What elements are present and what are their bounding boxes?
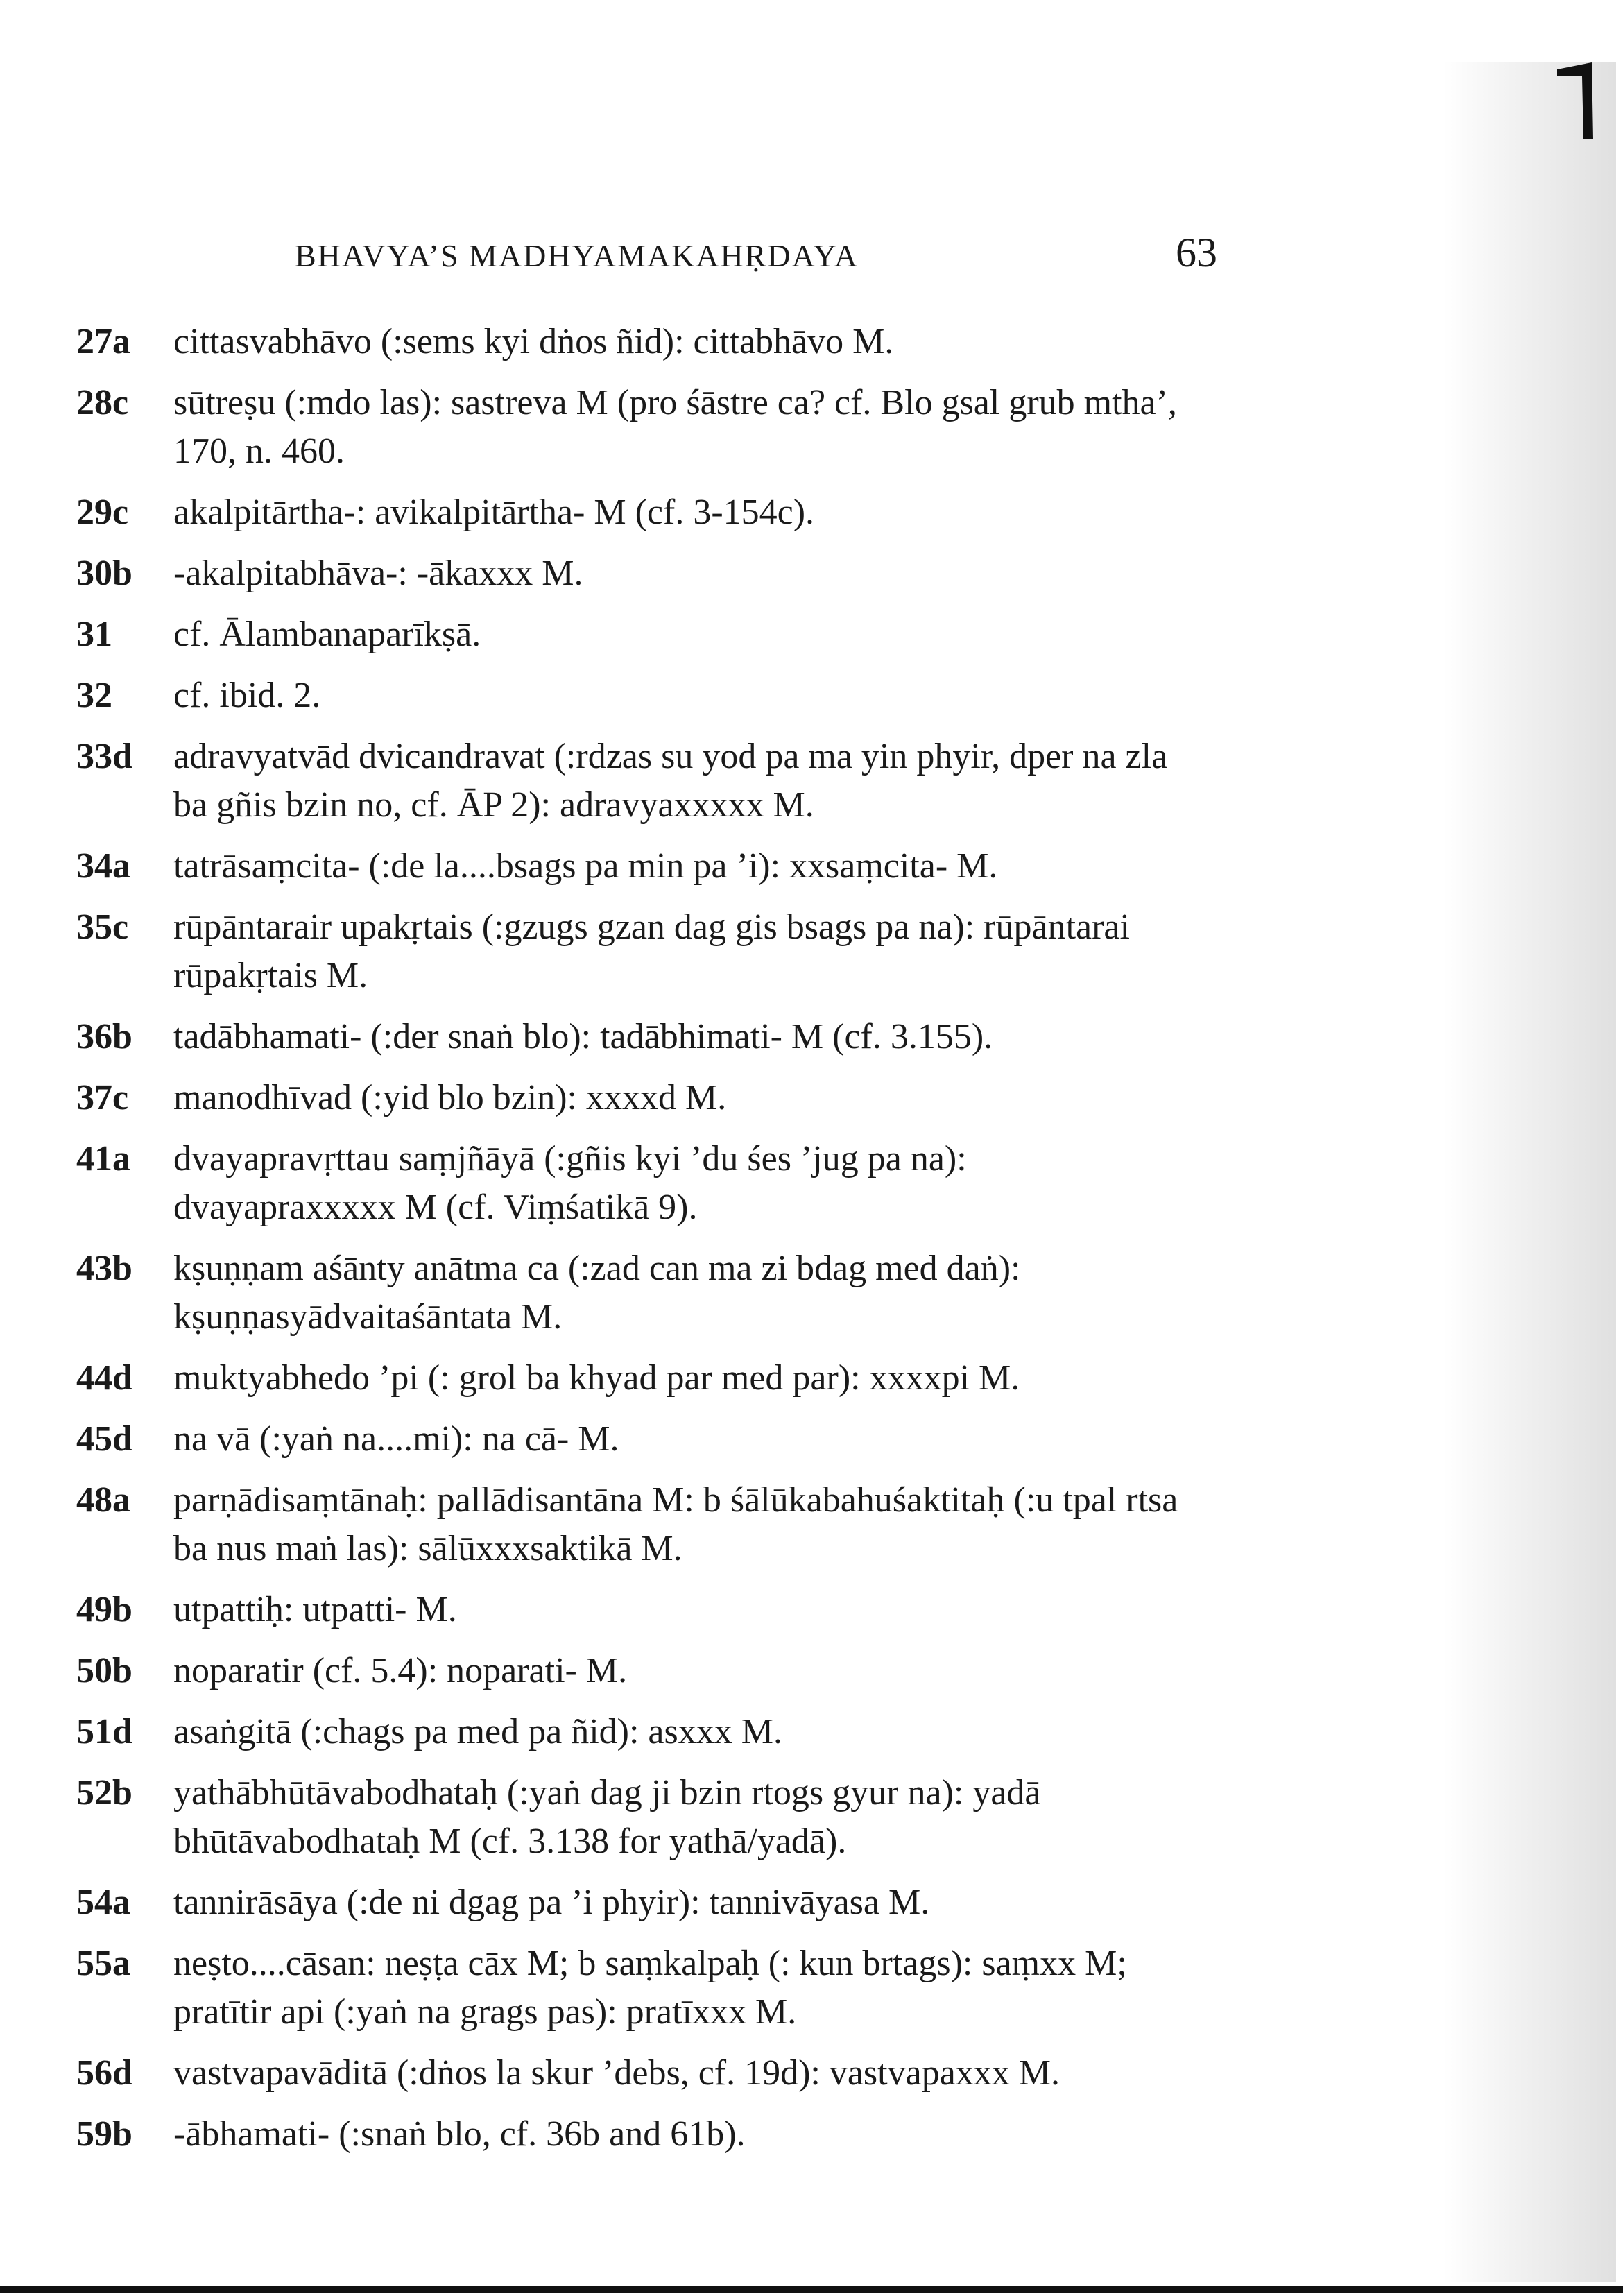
entry-label: 56d [76, 2053, 132, 2093]
entry-label: 44d [76, 1358, 132, 1398]
entry-label: 31 [76, 615, 112, 654]
entry-text: adravyatvād dvicandravat (:rdzas su yod pa ma yin phyir, dper na zla ba gñis bzin no, cf. ĀP 2): adravyaxxxxx M. [173, 737, 1168, 825]
entry-text: -ābhamati- (:snaṅ blo, cf. 36b and 61b). [173, 2114, 746, 2154]
entry-text: na vā (:yaṅ na....mi): na cā- M. [173, 1419, 619, 1459]
note-entry [76, 318, 1193, 366]
note-entry [76, 1415, 1193, 1464]
entry-label: 30b [76, 554, 132, 593]
entry-text: noparatir (cf. 5.4): noparati- M. [173, 1651, 628, 1690]
entry-label: 36b [76, 1017, 132, 1056]
note-entry [76, 1476, 1193, 1573]
running-title: BHAVYA’S MADHYAMAKAHṚDAYA [295, 238, 859, 273]
page-header [295, 229, 1217, 284]
note-entry [76, 1878, 1193, 1927]
entry-text: utpattiḥ: utpatti- M. [173, 1590, 457, 1629]
note-entry [76, 549, 1193, 598]
entry-label: 32 [76, 676, 112, 715]
entry-text: muktyabhedo ’pi (: grol ba khyad par med par): xxxxpi M. [173, 1358, 1020, 1398]
note-entry [76, 671, 1193, 720]
entry-label: 51d [76, 1712, 132, 1751]
entry-label: 49b [76, 1590, 132, 1629]
entry-text: akalpitārtha-: avikalpitārtha- M (cf. 3-154c). [173, 492, 815, 532]
entry-text: kṣuṇṇam aśānty anātma ca (:zad can ma zi bdag med daṅ): kṣuṇṇasyādvaitaśāntata M. [173, 1249, 1021, 1337]
entry-label: 37c [76, 1078, 129, 1117]
entry-label: 59b [76, 2114, 132, 2154]
entry-text: cf. ibid. 2. [173, 676, 321, 715]
bottom-rule [0, 2286, 1623, 2293]
note-entry [76, 610, 1193, 659]
notes-list [76, 318, 1193, 2171]
entry-label: 34a [76, 846, 130, 886]
note-entry [76, 1244, 1193, 1342]
entry-label: 48a [76, 1480, 130, 1520]
note-entry [76, 1354, 1193, 1403]
note-entry [76, 1135, 1193, 1232]
note-entry [76, 733, 1193, 830]
note-entry [76, 1708, 1193, 1756]
entry-label: 45d [76, 1419, 132, 1459]
note-entry [76, 1647, 1193, 1695]
page-edge-shadow [1443, 62, 1616, 2282]
note-entry [76, 2110, 1193, 2159]
entry-label: 50b [76, 1651, 132, 1690]
page-number: 63 [1176, 230, 1217, 275]
entry-label: 52b [76, 1773, 132, 1813]
entry-text: cittasvabhāvo (:sems kyi dṅos ñid): cittabhāvo M. [173, 322, 894, 361]
note-entry [76, 1074, 1193, 1122]
entry-text: tannirāsāya (:de ni dgag pa ’i phyir): tannivāyasa M. [173, 1883, 930, 1922]
entry-label: 27a [76, 322, 130, 361]
note-entry [76, 2049, 1193, 2098]
entry-text: tadābhamati- (:der snaṅ blo): tadābhimati- M (cf. 3.155). [173, 1017, 993, 1056]
entry-label: 43b [76, 1249, 132, 1288]
note-entry [76, 1013, 1193, 1061]
note-entry [76, 488, 1193, 537]
note-entry [76, 1939, 1193, 2037]
note-entry [76, 379, 1193, 476]
binding-mark [1557, 62, 1599, 139]
entry-label: 33d [76, 737, 132, 776]
note-entry [76, 903, 1193, 1000]
entry-text: cf. Ālambanaparīkṣā. [173, 615, 481, 654]
note-entry [76, 1769, 1193, 1866]
entry-label: 28c [76, 383, 129, 422]
entry-label: 41a [76, 1139, 130, 1179]
entry-text: yathābhūtāvabodhataḥ (:yaṅ dag ji bzin rtogs gyur na): yadā bhūtāvabodhataḥ M (cf. 3.138 for yathā/yadā). [173, 1773, 1041, 1861]
entry-text: manodhīvad (:yid blo bzin): xxxxd M. [173, 1078, 727, 1117]
entry-label: 54a [76, 1883, 130, 1922]
entry-text: asaṅgitā (:chags pa med pa ñid): asxxx M. [173, 1712, 782, 1751]
entry-text: parṇādisaṃtānaḥ: pallādisantāna M: b śālūkabahuśaktitaḥ (:u tpal rtsa ba nus maṅ las): sālūxxxsaktikā M. [173, 1480, 1178, 1568]
note-entry [76, 842, 1193, 891]
entry-text: dvayapravṛttau saṃjñāyā (:gñis kyi ’du śes ’jug pa na): dvayapraxxxxx M (cf. Viṃśatikā 9). [173, 1139, 967, 1227]
entry-text: neṣto....cāsan: neṣṭa cāx M; b saṃkalpaḥ (: kun brtags): saṃxx M; pratītir api (:yaṅ na grags pas): pratīxxx M. [173, 1944, 1127, 2032]
note-entry [76, 1586, 1193, 1634]
entry-label: 29c [76, 492, 129, 532]
entry-text: -akalpitabhāva-: -ākaxxx M. [173, 554, 583, 593]
entry-label: 35c [76, 907, 129, 947]
entry-text: rūpāntarair upakṛtais (:gzugs gzan dag gis bsags pa na): rūpāntarai rūpakṛtais M. [173, 907, 1130, 995]
entry-text: sūtreṣu (:mdo las): sastreva M (pro śāstre ca? cf. Blo gsal grub mtha’, 170, n. 460. [173, 383, 1177, 471]
entry-text: vastvapavāditā (:dṅos la skur ’debs, cf. 19d): vastvapaxxx M. [173, 2053, 1060, 2093]
entry-text: tatrāsaṃcita- (:de la....bsags pa min pa ’i): xxsaṃcita- M. [173, 846, 998, 886]
entry-label: 55a [76, 1944, 130, 1983]
